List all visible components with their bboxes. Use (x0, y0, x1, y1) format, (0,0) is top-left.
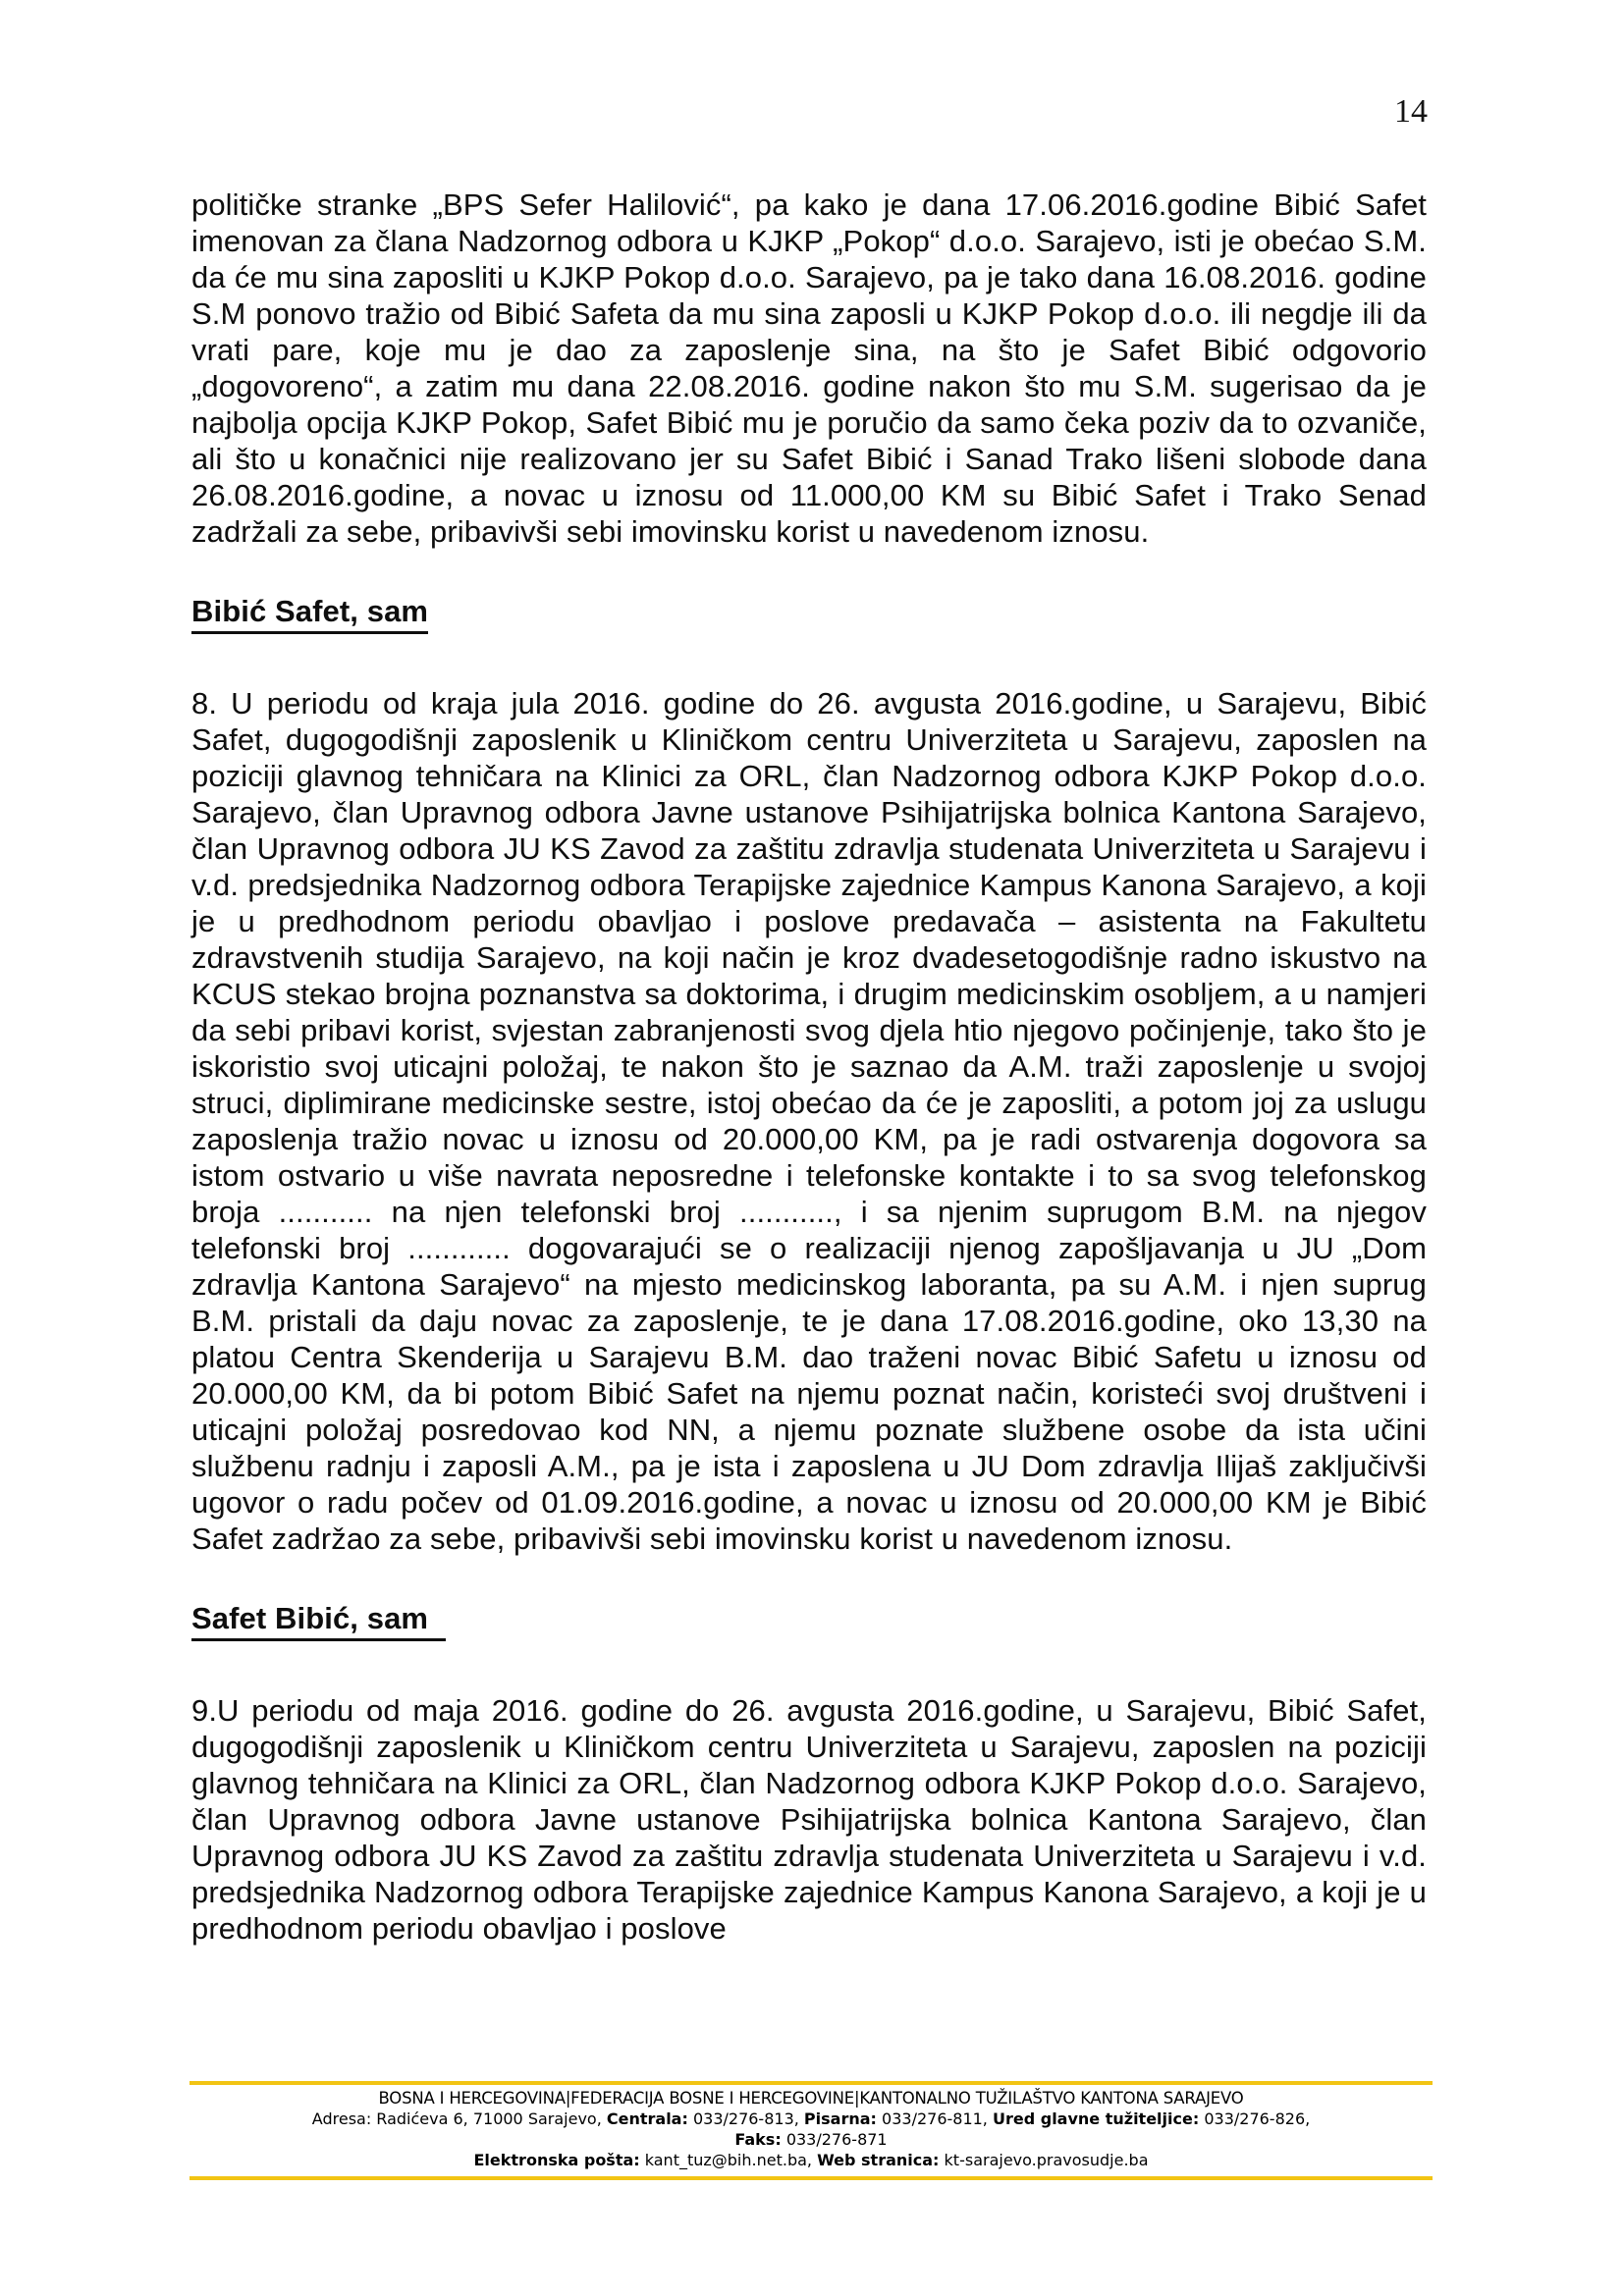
footer-fax-line (189, 2129, 1433, 2150)
letterhead-footer (189, 2081, 1433, 2180)
footer-label-web: Web stranica: (817, 2151, 940, 2169)
section-heading-bibic-safet (191, 593, 1427, 634)
footer-text-segment: 033/276-871 (781, 2130, 888, 2149)
section-heading-text: Bibić Safet, sam (191, 593, 428, 634)
footer-web-value: kt-sarajevo.pravosudje.ba (939, 2151, 1149, 2169)
footer-text-segment: 033/276-813, (687, 2109, 804, 2128)
section-heading-safet-bibic (191, 1600, 1427, 1641)
footer-address-line (189, 2109, 1433, 2129)
footer-label-email: Elektronska pošta: (473, 2151, 640, 2169)
paragraph-intro: političke stranke „BPS Sefer Halilović“, pa kako je dana 17.06.2016.godine Bibić Safet imenovan za člana Nadzornog odbora u KJKP „Pokop“ d.o.o. Sarajevo, isti je obećao S.M. da će mu sina zaposliti u KJKP Pokop d.o.o. Sarajevo, pa je tako dana 16.08.2016. godine S.M ponovo tražio od Bibić Safeta da mu sina zaposli u KJKP Pokop d.o.o. ili negdje ili da vrati pare, koje mu je dao za zaposlenje sina, na što je Safet Bibić odgovorio „dogovoreno“, a zatim mu dana 22.08.2016. godine nakon što mu S.M. sugerisao da je najbolja opcija KJKP Pokop, Safet Bibić mu je poručio da samo čeka poziv da to ozvaniče, ali što u konačnici nije realizovano jer su Safet Bibić i Sanad Trako lišeni slobode dana 26.08.2016.godine, a novac u iznosu od 11.000,00 KM su Bibić Safet i Trako Senad zadržali za sebe, pribavivši sebi imovinsku korist u navedenom iznosu. (191, 187, 1427, 549)
footer-text-segment: 033/276-811, (876, 2109, 993, 2128)
footer-text-segment: 033/276-826, (1199, 2109, 1311, 2128)
section-heading-text: Safet Bibić, sam (191, 1600, 446, 1641)
paragraph-count-8: 8. U periodu od kraja jula 2016. godine do 26. avgusta 2016.godine, u Sarajevu, Bibić Safet, dugogodišnji zaposlenik u Kliničkom centru Univerziteta u Sarajevu, zaposlen na poziciji glavnog tehničara na Klinici za ORL, član Nadzornog odbora KJKP Pokop d.o.o. Sarajevo, član Upravnog odbora Javne ustanove Psihijatrijska bolnica Kantona Sarajevo, član Upravnog odbora JU KS Zavod za zaštitu zdravlja studenata Univerziteta u Sarajevu i v.d. predsjednika Nadzornog odbora Terapijske zajednice Kampus Kanona Sarajevo, a koji je u predhodnom periodu obavljao i poslove predavača – asistenta na Fakultetu zdravstvenih studija Sarajevo, na koji način je kroz dvadesetogodišnje radno iskustvo na KCUS stekao brojna poznanstva sa doktorima, i drugim medicinskim osobljem, a u namjeri da sebi pribavi korist, svjestan zabranjenosti svog djela htio njegovo počinjenje, tako što je iskoristio svoj uticajni položaj, te nakon što je saznao da A.M. traži zaposlenje u svojoj struci, diplimirane medicinske sestre, istoj obećao da će je zaposliti, a potom joj za uslugu zaposlenja tražio novac u iznosu od 20.000,00 KM, pa je radi ostvarenja dogovora sa istom ostvario u više navrata neposredne i telefonske kontakte i to sa svog telefonskog broja ........... na njen telefonski broj ..........., i sa njenim suprugom B.M. na njegov telefonski broj ............ dogovarajući se o realizaciji njenog zapošljavanja u JU „Dom zdravlja Kantona Sarajevo“ na mjesto medicinskog laboranta, pa su A.M. i njen suprug B.M. pristali da daju novac za zaposlenje, te je dana 17.08.2016.godine, oko 13,30 na platou Centra Skenderija u Sarajevu B.M. dao traženi novac Bibić Safetu u iznosu od 20.000,00 KM, da bi potom Bibić Safet na njemu poznat način, koristeći svoj društveni i uticajni položaj posredovao kod NN, a njemu poznate službene osobe da ista učini službenu radnju i zaposli A.M., pa je ista i zaposlena u JU Dom zdravlja Ilijaš zaključivši ugovor o radu počev od 01.09.2016.godine, a novac u iznosu od 20.000,00 KM je Bibić Safet zadržao za sebe, pribavivši sebi imovinsku korist u navedenom iznosu. (191, 686, 1427, 1556)
footer-label-centrala: Centrala: (606, 2109, 688, 2128)
footer-text-segment: Adresa: Radićeva 6, 71000 Sarajevo, (311, 2109, 607, 2128)
footer-email-web-line (189, 2150, 1433, 2170)
footer-email-value: kant_tuz@bih.net.ba, (639, 2151, 818, 2169)
page-number: 14 (1394, 93, 1428, 130)
footer-label-pisarna: Pisarna: (803, 2109, 877, 2128)
footer-label-ured: Ured glavne tužiteljice: (992, 2109, 1200, 2128)
document-body (191, 187, 1427, 1947)
paragraph-count-9: 9.U periodu od maja 2016. godine do 26. avgusta 2016.godine, u Sarajevu, Bibić Safet, dugogodišnji zaposlenik u Kliničkom centru Univerziteta u Sarajevu, zaposlen na poziciji glavnog tehničara na Klinici za ORL, član Nadzornog odbora KJKP Pokop d.o.o. Sarajevo, član Upravnog odbora Javne ustanove Psihijatrijska bolnica Kantona Sarajevo, član Upravnog odbora JU KS Zavod za zaštitu zdravlja studenata Univerziteta u Sarajevu i v.d. predsjednika Nadzornog odbora Terapijske zajednice Kampus Kanona Sarajevo, a koji je u predhodnom periodu obavljao i poslove (191, 1693, 1427, 1946)
footer-label-faks: Faks: (734, 2130, 782, 2149)
footer-institution-line: BOSNA I HERCEGOVINA|FEDERACIJA BOSNE I HERCEGOVINE|KANTONALNO TUŽILAŠTVO KANTONA SARAJEVO (378, 2089, 1244, 2108)
